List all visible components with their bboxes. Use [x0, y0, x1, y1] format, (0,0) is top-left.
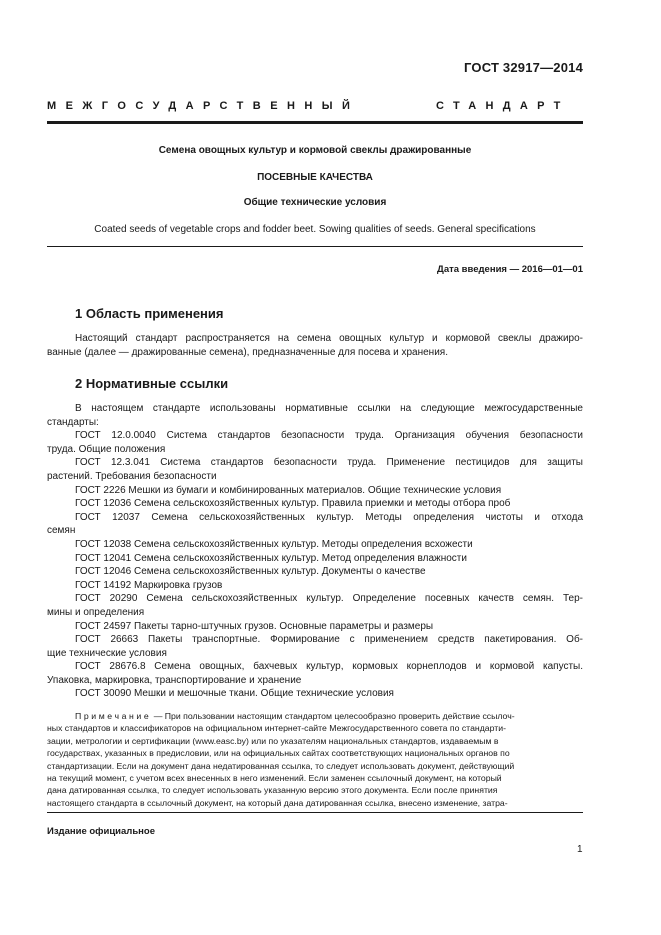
reference-item-cont: щие технические условия — [47, 647, 167, 659]
reference-item: ГОСТ 12036 Семена сельскохозяйственных культур. Правила приемки и методы отбора проб — [75, 498, 511, 510]
note-line: государствах, указанных в предисловии, или на официальных сайтах соответствующих национальных органов по — [47, 748, 510, 759]
document-subtitle: ПОСЕВНЫЕ КАЧЕСТВА — [257, 172, 373, 183]
reference-item: ГОСТ 28676.8 Семена овощных, бахчевых культур, кормовых корнеплодов и кормовой капусты. — [75, 661, 583, 673]
introduction-date: Дата введения — 2016—01—01 — [437, 264, 583, 275]
reference-item: ГОСТ 26663 Пакеты транспортные. Формирование с применением средств пакетирования. Об- — [75, 634, 583, 646]
note-line: на текущий момент, с учетом всех внесенных в него изменений. Если заменен ссылочный документ, на который — [47, 773, 502, 784]
reference-item-cont: семян — [47, 525, 76, 537]
reference-item: ГОСТ 2226 Мешки из бумаги и комбинированных материалов. Общие технические условия — [75, 484, 502, 496]
title-rule — [47, 246, 583, 247]
note-label: Примечание — [75, 711, 152, 721]
note-line: настоящего стандарта в ссылочный документ, на который дана датированная ссылка, внесено изменение, затра- — [47, 797, 508, 808]
reference-item: ГОСТ 12038 Семена сельскохозяйственных культур. Методы определения всхожести — [75, 538, 473, 550]
reference-item-cont: мины и определения — [47, 606, 145, 618]
reference-item: ГОСТ 20290 Семена сельскохозяйственных культур. Определение посевных качеств семян. Тер- — [75, 593, 583, 605]
document-subtitle-2: Общие технические условия — [243, 197, 387, 208]
note-line: дана датированная ссылка, то следует использовать указанную версию этого документа. Если после принятия — [47, 785, 498, 796]
reference-item: ГОСТ 12041 Семена сельскохозяйственных культур. Метод определения влажности — [75, 552, 467, 564]
section-1-heading: 1 Область применения — [75, 306, 224, 321]
reference-item: ГОСТ 14192 Маркировка грузов — [75, 579, 223, 591]
reference-item: ГОСТ 30090 Мешки и мешочные ткани. Общие технические условия — [75, 688, 394, 700]
section-1-body — [47, 332, 583, 359]
reference-item: ГОСТ 24597 Пакеты тарно-штучных грузов. Основные параметры и размеры — [75, 620, 434, 632]
banner-word-standard: СТАНДАРТ — [436, 100, 570, 112]
paragraph-line: В настоящем стандарте использованы нормативные ссылки на следующие межгосударственные — [75, 403, 583, 414]
note-line: зации, метрологии и сертификации (www.easc.by) или по указателям национальных стандартов, издаваемым в — [47, 735, 499, 746]
note-line: ных стандартов и классификаторов на официальном интернет-сайте Межгосударственного совета по стандарти- — [47, 723, 506, 734]
section-2-heading: 2 Нормативные ссылки — [75, 376, 229, 391]
reference-item: ГОСТ 12.3.041 Система стандартов безопасности труда. Применение пестицидов для защиты — [75, 457, 583, 469]
paragraph-line: Настоящий стандарт распространяется на семена овощных культур и кормовой свеклы дражиро- — [75, 333, 583, 344]
note-line: стандартизации. Если на документ дана недатированная ссылка, то следует использовать документ, действующий — [47, 760, 515, 771]
reference-item-cont: труда. Общие положения — [47, 443, 166, 455]
paragraph-line: стандарты: — [47, 416, 99, 428]
note-first-line — [47, 710, 583, 722]
reference-item: ГОСТ 12.0.0040 Система стандартов безопасности труда. Организация обучения безопасности — [75, 430, 583, 442]
header-rule — [47, 121, 583, 124]
paragraph-line: ванные (далее — дражированные семена), предназначенные для посева и хранения. — [47, 346, 448, 358]
document-title: Семена овощных культур и кормовой свеклы дражированные — [158, 145, 472, 156]
reference-item-cont: Упаковка, маркировка, транспортирование и хранение — [47, 674, 302, 686]
reference-item: ГОСТ 12046 Семена сельскохозяйственных культур. Документы о качестве — [75, 566, 426, 578]
note-text: — При пользовании настоящим стандартом целесообразно проверить действие ссылоч- — [151, 711, 515, 721]
page-number: 1 — [577, 844, 583, 855]
reference-item-cont: растений. Требования безопасности — [47, 470, 217, 482]
english-title: Coated seeds of vegetable crops and fodder beet. Sowing qualities of seeds. General specifications — [94, 224, 536, 235]
footer-rule — [47, 812, 583, 813]
edition-label: Издание официальное — [47, 826, 155, 837]
section-2-body — [47, 402, 583, 701]
standard-id: ГОСТ 32917—2014 — [464, 60, 583, 75]
reference-item: ГОСТ 12037 Семена сельскохозяйственных культур. Методы определения чистоты и отхода — [75, 511, 583, 523]
banner-word-interstate: МЕЖГОСУДАРСТВЕННЫЙ — [47, 100, 360, 112]
note-block — [47, 710, 583, 809]
